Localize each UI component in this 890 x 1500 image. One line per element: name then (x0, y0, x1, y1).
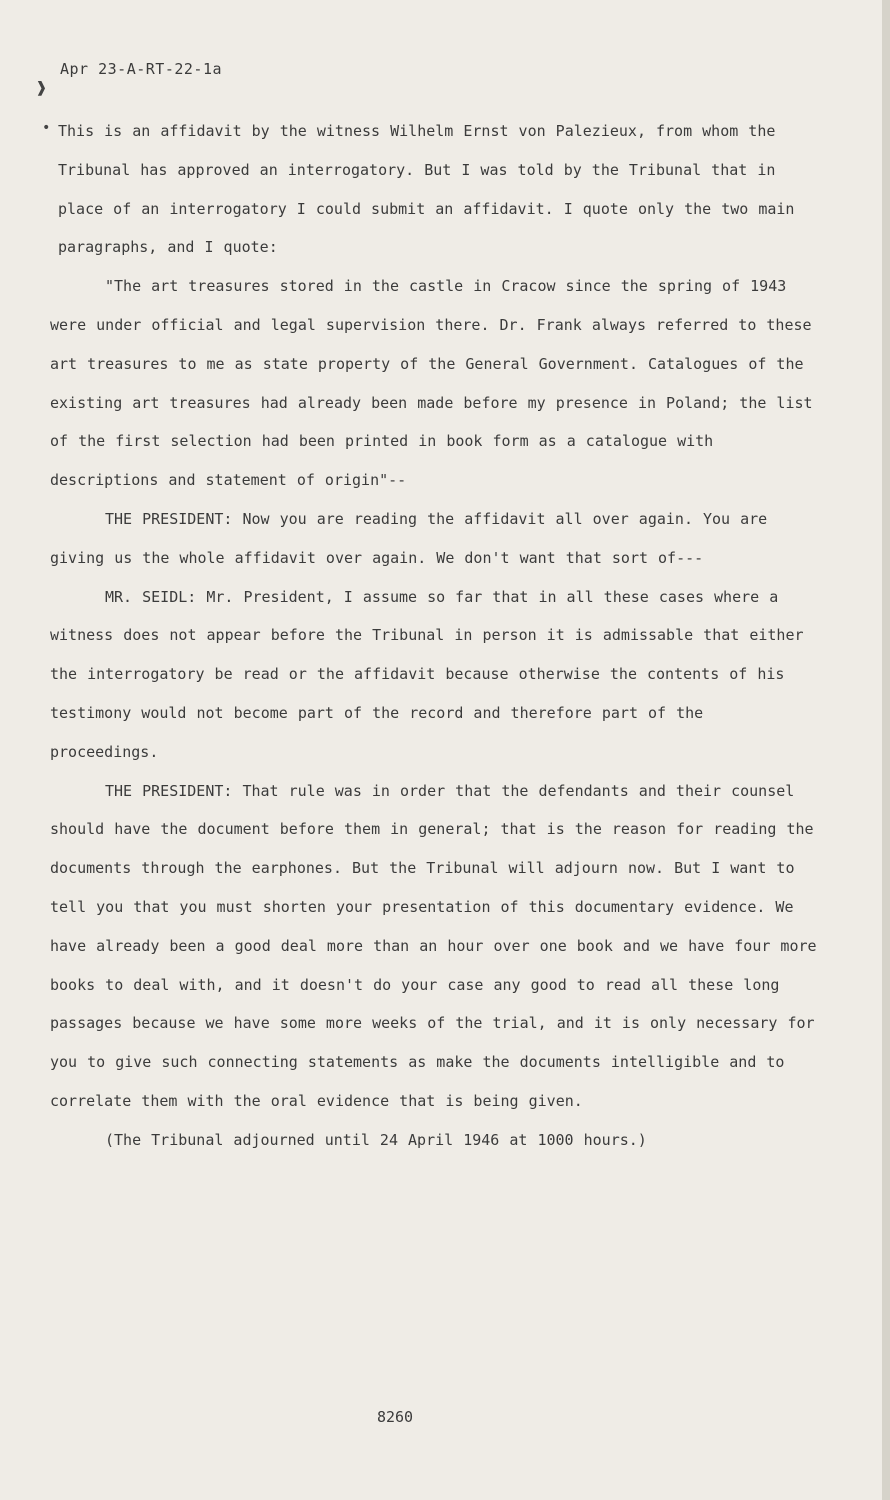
paragraph-seidl-response: MR. SEIDL: Mr. President, I assume so far that in all these cases where a witness does not appear before the Tribunal in person it is admissable that either the interrogatory be read or the affidavit because otherwise the contents of his testimony would not become part of the record and therefore part of the proceedings. (50, 587, 804, 761)
paragraph-adjournment: (The Tribunal adjourned until 24 April 1946 at 1000 hours.) (105, 1130, 647, 1149)
page-edge (882, 0, 890, 1500)
page-header: Apr 23-A-RT-22-1a (60, 60, 223, 78)
transcript-body (50, 112, 820, 1160)
paragraph-affidavit-intro: This is an affidavit by the witness Wilhelm Ernst von Palezieux, from whom the Tribunal has approved an interrogatory. But I was told by the Tribunal that in place of an interrogatory I could submit an affidavit. I quote only the two main paragraphs, and I quote: (58, 122, 795, 257)
paragraph-president-interjection: THE PRESIDENT: Now you are reading the affidavit all over again. You are giving us the whole affidavit over again. We don't want that sort of--- (50, 509, 768, 567)
margin-mark-icon: ❱ (36, 78, 47, 99)
paragraph-president-ruling: THE PRESIDENT: That rule was in order that the defendants and their counsel should have the document before them in general; that is the reason for reading the documents through the earphones. But the Tribunal will adjourn now. But I want to tell you that you must shorten your presentation of this documentary evidence. We have already been a good deal more than an hour over one book and we have four more books to deal with, and it doesn't do your case any good to read all these long passages because we have some more weeks of the trial, and it is only necessary for you to give such connecting statements as make the documents intelligible and to correlate them with the oral evidence that is being given. (50, 781, 817, 1110)
bullet-mark-icon: • (42, 120, 51, 136)
paragraph-affidavit-quote: "The art treasures stored in the castle in Cracow since the spring of 1943 were under official and legal supervision there. Dr. Frank always referred to these art treasures to me as state property of the General Government. Catalogues of the existing art treasures had already been made before my presence in Poland; the list of the first selection had been printed in book form as a catalogue with descriptions and statement of origin"-- (50, 277, 813, 490)
page-number: 8260 (376, 1408, 414, 1426)
